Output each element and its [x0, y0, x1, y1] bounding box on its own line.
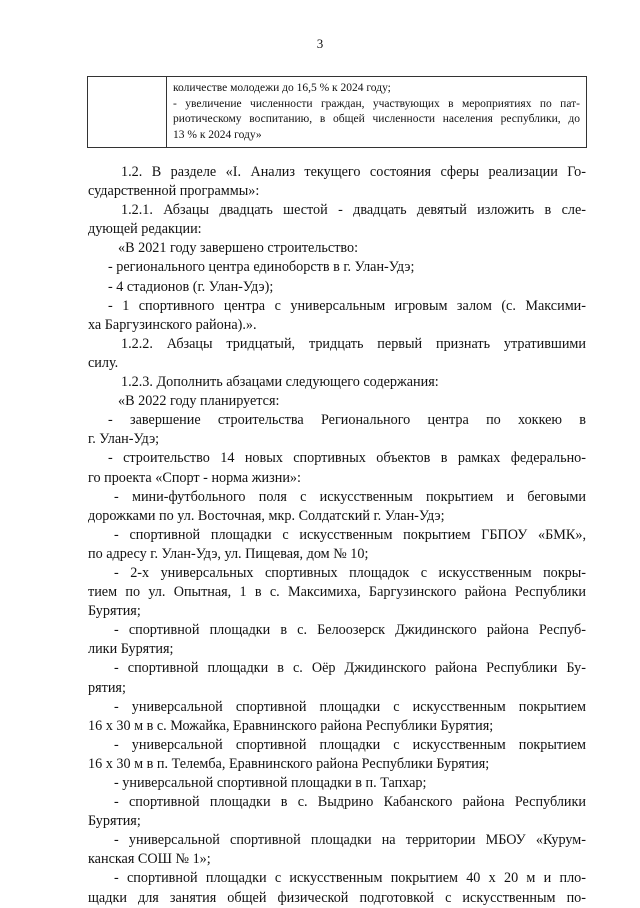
- body-line: - 2-х универсальных спортивных площадок с искусственным покры-: [114, 564, 586, 581]
- indicator-table: [87, 76, 587, 148]
- body-line: Бурятия;: [88, 813, 141, 830]
- body-line: - спортивной площадки в с. Оёр Джидинского района Республики Бу-: [114, 660, 586, 677]
- body-line: - универсальной спортивной площадки с искусственным покрытием: [114, 698, 586, 715]
- table-line: 13 % к 2024 году»: [173, 128, 262, 141]
- body-line: тием по ул. Опытная, 1 в с. Максимиха, Баргузинского района Республики: [88, 584, 586, 601]
- body-line: г. Улан-Удэ;: [88, 431, 160, 448]
- body-line: дорожками по ул. Восточная, мкр. Солдатский г. Улан-Удэ;: [88, 507, 445, 524]
- body-line: лики Бурятия;: [88, 641, 174, 658]
- body-line: «В 2022 году планируется:: [118, 393, 280, 410]
- body-line: - регионального центра единоборств в г. Улан-Удэ;: [108, 259, 415, 276]
- body-line: силу.: [88, 354, 119, 371]
- table-line: риотическому воспитанию, в общей численности населения республики, до: [173, 113, 580, 125]
- body-line: 1.2.3. Дополнить абзацами следующего содержания:: [121, 374, 439, 391]
- body-line: 16 х 30 м в п. Телемба, Еравнинского района Республики Бурятия;: [88, 755, 490, 772]
- body-line: - спортивной площадки с искусственным покрытием ГБПОУ «БМК»,: [114, 526, 586, 543]
- body-line: - универсальной спортивной площадки в п. Тапхар;: [114, 775, 427, 791]
- body-line: дующей редакции:: [88, 221, 202, 238]
- body-line: - 4 стадионов (г. Улан-Удэ);: [108, 278, 274, 295]
- table-line: - увеличение численности граждан, участвующих в мероприятиях по пат-: [173, 97, 580, 110]
- body-line: - спортивной площадки с искусственным покрытием 40 х 20 м и пло-: [114, 870, 586, 887]
- body-line: - строительство 14 новых спортивных объектов в рамках федерально-: [108, 450, 586, 467]
- body-line: - мини-футбольного поля с искусственным покрытием и беговыми: [114, 488, 586, 505]
- body-line: - спортивной площадки в с. Выдрино Кабанского района Республики: [114, 794, 586, 811]
- document-body: [88, 163, 586, 908]
- body-line: - универсальной спортивной площадки с искусственным покрытием: [114, 736, 586, 753]
- page-number: 3: [316, 36, 324, 51]
- table-right-cell: [167, 77, 586, 147]
- table-line: количестве молодежи до 16,5 % к 2024 году;: [173, 82, 391, 94]
- body-line: 1.2. В разделе «I. Анализ текущего состояния сферы реализации Го-: [121, 164, 586, 180]
- body-line: - завершение строительства Регионального центра по хоккею в: [108, 412, 586, 429]
- body-line: - универсальной спортивной площадки на территории МБОУ «Курум-: [114, 832, 586, 849]
- body-line: го проекта «Спорт - норма жизни»:: [88, 469, 301, 486]
- body-line: ха Баргузинского района).».: [88, 316, 257, 333]
- body-line: 16 х 30 м в с. Можайка, Еравнинского района Республики Бурятия;: [88, 717, 494, 734]
- body-line: рятия;: [88, 679, 126, 696]
- body-line: щадки для занятия общей физической подготовкой с искусственным по-: [88, 889, 586, 906]
- body-line: - спортивной площадки в с. Белоозерск Джидинского района Респуб-: [114, 622, 586, 639]
- body-line: канская СОШ № 1»;: [88, 851, 211, 868]
- table-left-cell: [88, 77, 167, 147]
- body-line: - 1 спортивного центра с универсальным игровым залом (с. Максими-: [108, 297, 586, 314]
- body-line: 1.2.1. Абзацы двадцать шестой - двадцать девятый изложить в сле-: [121, 202, 586, 219]
- body-line: 1.2.2. Абзацы тридцатый, тридцать первый признать утратившими: [121, 335, 586, 352]
- body-line: «В 2021 году завершено строительство:: [118, 240, 359, 257]
- body-line: по адресу г. Улан-Удэ, ул. Пищевая, дом № 10;: [88, 545, 369, 562]
- body-line: сударственной программы»:: [88, 183, 260, 200]
- body-line: Бурятия;: [88, 603, 141, 620]
